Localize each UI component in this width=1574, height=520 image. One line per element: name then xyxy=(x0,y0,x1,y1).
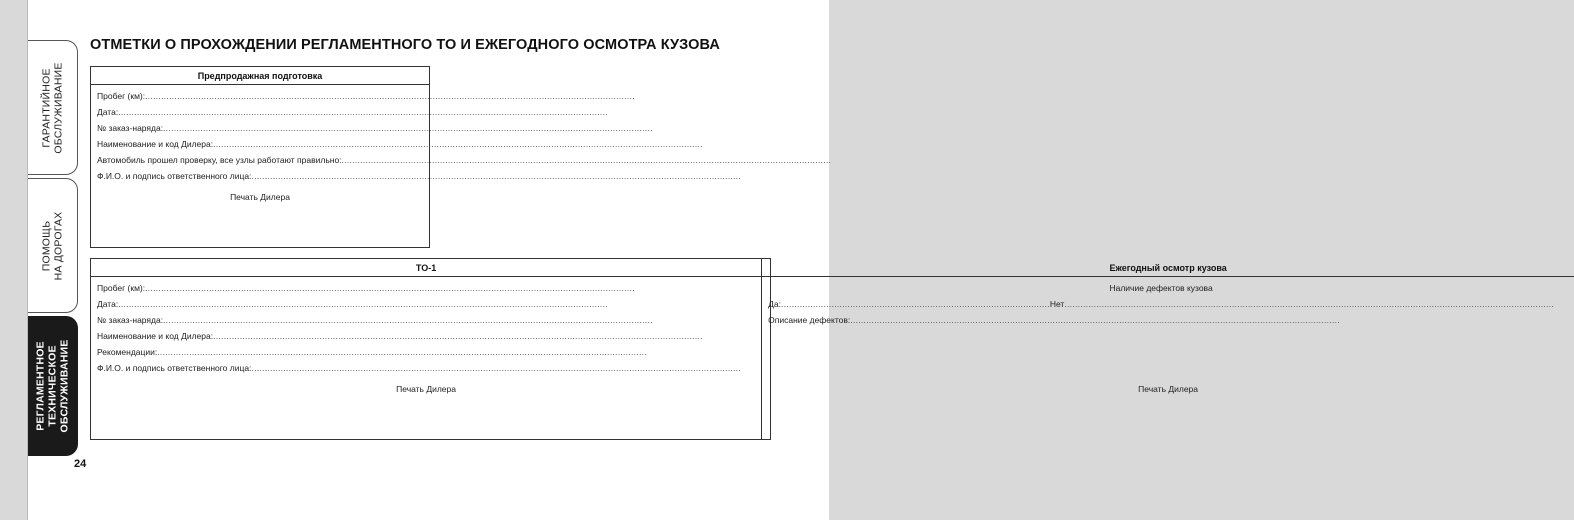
fill-line xyxy=(781,296,1050,312)
fill-line xyxy=(213,328,741,344)
tab-label-line: ТЕХНИЧЕСКОЕ xyxy=(46,345,59,427)
field-label: Описание дефектов: xyxy=(768,315,851,325)
to1-header: ТО-1 xyxy=(91,259,761,277)
field-label: Дата: xyxy=(97,107,119,117)
field-label: № заказ-наряда: xyxy=(97,123,164,133)
fill-line xyxy=(213,136,703,152)
tab-label-line: ОБСЛУЖИВАНИЕ xyxy=(58,339,71,433)
tab-road-label xyxy=(41,211,65,280)
to1-column xyxy=(91,259,761,439)
field-label: Ф.И.О. и подпись ответственного лица: xyxy=(97,171,252,181)
fill-line xyxy=(342,152,832,168)
field-label: Пробег (км): xyxy=(97,91,146,101)
tab-warranty-service[interactable] xyxy=(28,40,78,175)
fill-line xyxy=(163,312,741,328)
page-number: 24 xyxy=(74,458,87,470)
form-line[interactable] xyxy=(97,136,409,152)
field-label: Автомобиль прошел проверку, все узлы работают правильно: xyxy=(97,155,342,165)
service-record-table xyxy=(90,258,1227,440)
form-line[interactable] xyxy=(97,280,741,296)
tab-label-line: ГАРАНТИЙНОЕ xyxy=(40,67,53,148)
dealer-stamp-label: Печать Дилера xyxy=(396,384,456,394)
fill-line xyxy=(251,168,741,184)
form-line[interactable] xyxy=(97,152,409,168)
field-label: Наименование и код Дилера: xyxy=(97,139,214,149)
presale-header: Предпродажная подготовка xyxy=(91,67,429,85)
form-line[interactable] xyxy=(97,360,741,376)
field-label: № заказ-наряда: xyxy=(97,315,164,325)
manual-page xyxy=(27,0,1227,520)
tab-label-line: НА ДОРОГАХ xyxy=(52,211,65,280)
tab-label-line: РЕГЛАМЕНТНОЕ xyxy=(34,341,47,431)
tab-label-line: ПОМОЩЬ xyxy=(40,220,53,271)
form-line[interactable] xyxy=(97,168,409,184)
tab-scheduled-maintenance[interactable] xyxy=(28,316,78,456)
form-line[interactable] xyxy=(97,296,741,312)
tab-warranty-label xyxy=(41,62,65,153)
fill-line xyxy=(850,312,1554,328)
presale-form xyxy=(90,66,430,248)
field-label: Ф.И.О. и подпись ответственного лица: xyxy=(97,363,252,373)
field-label: Наименование и код Дилера: xyxy=(97,331,214,341)
defects-title: Наличие дефектов кузова xyxy=(1109,283,1213,293)
fill-line xyxy=(118,296,741,312)
fill-line xyxy=(163,120,653,136)
form-line[interactable] xyxy=(97,344,741,360)
fill-line xyxy=(118,104,608,120)
fill-line xyxy=(145,280,741,296)
no-label: Нет xyxy=(1049,299,1065,309)
dealer-stamp-label: Печать Дилера xyxy=(230,192,290,202)
fill-line xyxy=(157,344,741,360)
tab-road-assistance[interactable] xyxy=(28,178,78,313)
form-line[interactable] xyxy=(97,120,409,136)
fill-line xyxy=(251,360,741,376)
tab-maintenance-label xyxy=(35,339,71,432)
fill-line xyxy=(145,88,635,104)
form-line[interactable] xyxy=(97,328,741,344)
form-line[interactable] xyxy=(768,312,1554,328)
annual-inspection-column xyxy=(761,259,1574,439)
tab-label-line: ОБСЛУЖИВАНИЕ xyxy=(52,61,65,154)
yes-label: Да: xyxy=(768,299,781,309)
page-title: ОТМЕТКИ О ПРОХОЖДЕНИИ РЕГЛАМЕНТНОГО ТО И ЕЖЕГОДНОГО ОСМОТРА КУЗОВА xyxy=(90,37,720,53)
annual-header: Ежегодный осмотр кузова xyxy=(762,259,1574,277)
defects-yes-no-line[interactable] xyxy=(768,296,1554,312)
dealer-stamp-label: Печать Дилера xyxy=(1138,384,1199,394)
field-label: Дата: xyxy=(97,299,119,309)
field-label: Рекомендации: xyxy=(97,347,158,357)
form-line[interactable] xyxy=(97,104,409,120)
field-label: Пробег (км): xyxy=(97,283,146,293)
form-line[interactable] xyxy=(97,312,741,328)
fill-line xyxy=(1064,296,1554,312)
form-line[interactable] xyxy=(97,88,409,104)
